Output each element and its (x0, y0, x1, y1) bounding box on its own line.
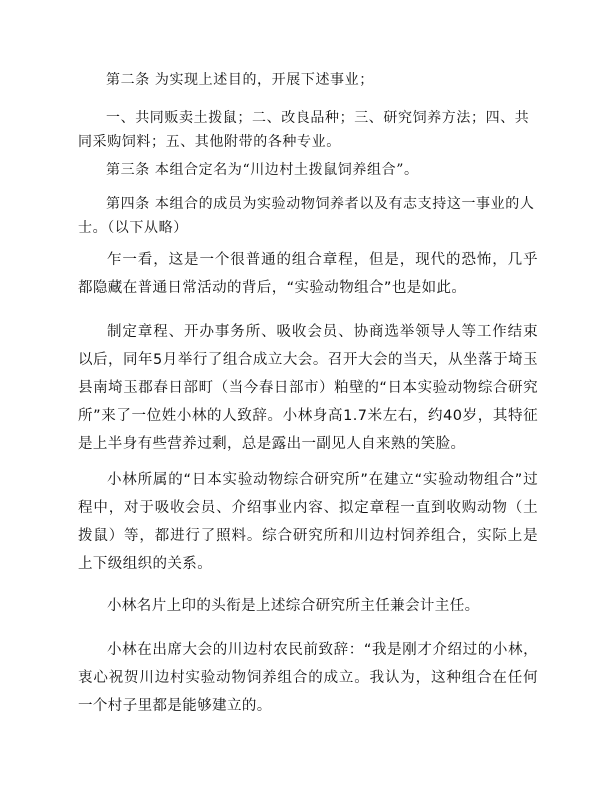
paragraph-4: 小林名片上印的头衔是上述综合研究所主任兼会计主任。 (107, 598, 480, 614)
article-2: 第二条 为实现上述目的，开展下述事业； (106, 72, 374, 88)
article-3: 第三条 本组合定名为“川边村土拨鼠饲养组合”。 (106, 162, 419, 178)
paragraph-1: 乍一看，这是一个很普通的组合章程，但是，现代的恐怖，几乎都隐藏在普通日常活动的背后，“实验动物组合”也是如此。 (78, 252, 538, 296)
article-2-items: 一、共同贩卖土拨鼠；二、改良品种；三、研究饲养方法；四、共同采购饲料；五、其他附带的各种专业。 (78, 110, 530, 150)
paragraph-5: 小林在出席大会的川边村农民前致辞：“我是刚才介绍过的小林，衷心祝贺川边村实验动物饲养组合的成立。我认为，这种组合在任何一个村子里都是能够建立的。 (78, 642, 538, 714)
article-4: 第四条 本组合的成员为实验动物饲养者以及有志支持这一事业的人士。（以下从略） (78, 196, 535, 236)
paragraph-3: 小林所属的“日本实验动物综合研究所”在建立“实验动物组合”过程中，对于吸收会员、介绍事业内容、拟定章程一直到收购动物（土拨鼠）等，都进行了照料。综合研究所和川边村饲养组合，实际上是上下级组织的关系。 (78, 472, 538, 572)
paragraph-2: 制定章程、开办事务所、吸收会员、协商选举领导人等工作结束以后，同年5月举行了组合成立大会。召开大会的当天，从坐落于埼玉县南埼玉郡春日部町（当今春日部市）粕壁的“日本实验动物综合研究所”来了一位姓小林的人致辞。小林身高1.7米左右，约40岁，其特征是上半身有些营养过剩，总是露出一副见人自来熟的笑脸。 (78, 324, 538, 452)
